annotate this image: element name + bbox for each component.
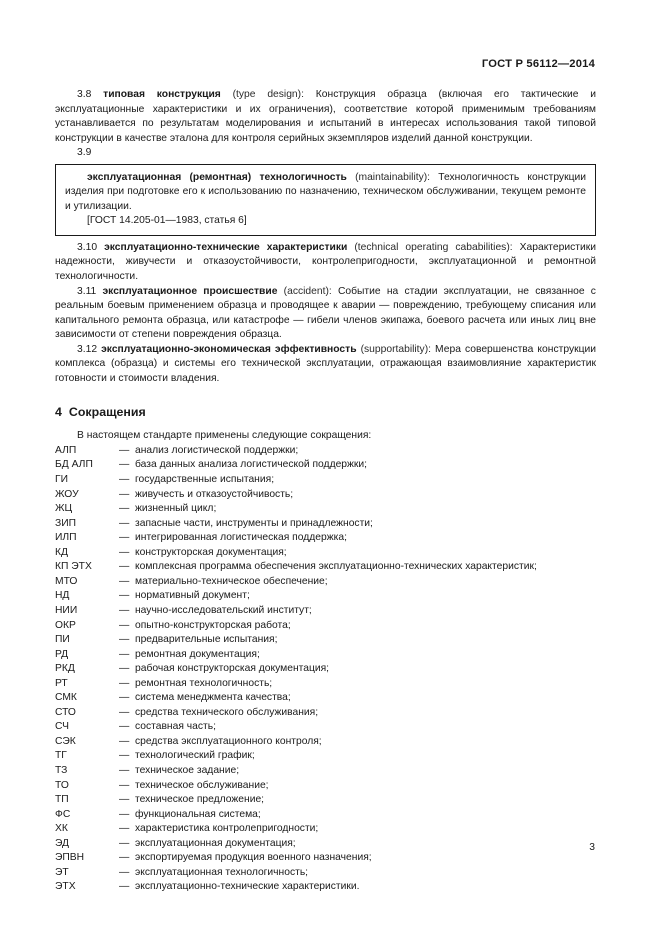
abbreviation-dash: —: [119, 866, 130, 878]
abbreviation-definition: конструкторская документация;: [135, 546, 287, 558]
definition-box-english-term: (maintainability):: [355, 171, 431, 183]
abbreviation-row: [55, 473, 596, 488]
abbreviation-key: ФС: [55, 808, 71, 820]
abbreviation-definition: техническое задание;: [135, 764, 240, 776]
abbreviation-key: БД АЛП: [55, 459, 93, 471]
abbreviation-key: ЖОУ: [55, 488, 79, 500]
abbreviation-key: АЛП: [55, 444, 77, 456]
abbreviation-key: ТО: [55, 779, 69, 791]
clause-definition: Мера совершенства конструкции комплекса (образца) и системы его технической эксплуатации, отражающая взаимовлияние характеристик готовности и стоимости владения.: [55, 343, 596, 384]
abbreviation-dash: —: [119, 823, 130, 835]
spacer: [55, 386, 596, 395]
abbreviation-key: ИЛП: [55, 532, 77, 544]
abbreviation-row: [55, 677, 596, 692]
abbreviation-row: [55, 808, 596, 823]
abbreviation-dash: —: [119, 488, 130, 500]
abbreviation-row: [55, 866, 596, 881]
abbreviation-key: СЭК: [55, 735, 76, 747]
abbreviation-key: ГИ: [55, 474, 68, 486]
abbreviation-key: СЧ: [55, 721, 69, 733]
abbreviation-row: [55, 619, 596, 634]
abbreviation-dash: —: [119, 503, 130, 515]
clause-definition: Событие на стадии эксплуатации, не связанное с реальным боевым применением образца и проводящее к аварии — повреждению, требующему списания или капитального ремонта образца, или катастрофе — гибели членов экипажа, боевого расчета или иных лиц вне зависимости от степени повреждения образца.: [55, 285, 596, 341]
abbreviation-row: [55, 648, 596, 663]
clause-3-8: [55, 88, 596, 146]
abbreviation-definition: техническое обслуживание;: [135, 779, 269, 791]
clause-english-term: (supportability):: [360, 343, 431, 355]
abbreviation-definition: функциональная система;: [135, 808, 261, 820]
abbreviation-dash: —: [119, 590, 130, 602]
abbreviation-definition: ремонтная документация;: [135, 648, 260, 660]
section-title-text: Сокращения: [68, 405, 146, 420]
abbreviation-row: [55, 444, 596, 459]
abbreviation-row: [55, 720, 596, 735]
abbreviation-dash: —: [119, 721, 130, 733]
abbreviation-dash: —: [119, 779, 130, 791]
definition-box-source: [ГОСТ 14.205-01—1983, статья 6]: [87, 215, 247, 227]
clause-number: 3.11: [77, 285, 97, 297]
abbreviation-dash: —: [119, 517, 130, 529]
abbreviation-row: [55, 575, 596, 590]
abbreviation-dash: —: [119, 764, 130, 776]
abbreviation-dash: —: [119, 561, 130, 573]
abbreviation-row: [55, 589, 596, 604]
clause-3-11: [55, 285, 596, 343]
abbreviation-definition: технологический график;: [135, 750, 255, 762]
abbreviation-key: ТГ: [55, 750, 67, 762]
abbreviation-dash: —: [119, 852, 130, 864]
abbreviation-dash: —: [119, 459, 130, 471]
abbreviation-dash: —: [119, 444, 130, 456]
definition-box-text: [65, 171, 586, 215]
abbreviation-row: [55, 851, 596, 866]
abbreviation-definition: средства технического обслуживания;: [135, 706, 319, 718]
abbreviation-definition: опытно-конструкторская работа;: [135, 619, 291, 631]
abbreviation-key: НИИ: [55, 604, 78, 616]
abbreviation-dash: —: [119, 648, 130, 660]
definition-box-term: эксплуатационная (ремонтная) технологичность: [87, 171, 347, 183]
spacer: [55, 395, 596, 404]
abbreviations-intro: В настоящем стандарте применены следующие сокращения:: [77, 430, 372, 442]
abbreviation-definition: рабочая конструкторская документация;: [135, 663, 330, 675]
abbreviation-definition: составная часть;: [135, 721, 216, 733]
abbreviation-definition: средства эксплуатационного контроля;: [135, 735, 322, 747]
section-heading-4: [55, 404, 596, 420]
abbreviation-row: [55, 458, 596, 473]
abbreviation-definition: эксплуатационно-технические характеристики.: [135, 881, 360, 893]
abbreviation-dash: —: [119, 794, 130, 806]
abbreviation-definition: материально-техническое обеспечение;: [135, 575, 328, 587]
abbreviation-row: [55, 546, 596, 561]
abbreviation-dash: —: [119, 575, 130, 587]
abbreviation-row: [55, 531, 596, 546]
abbreviation-definition: экспортируемая продукция военного назначения;: [135, 852, 372, 864]
abbreviation-definition: запасные части, инструменты и принадлежности;: [135, 517, 373, 529]
abbreviation-row: [55, 502, 596, 517]
abbreviation-key: ЭТХ: [55, 881, 76, 893]
clause-number-3-9: 3.9: [77, 147, 92, 159]
abbreviation-dash: —: [119, 474, 130, 486]
abbreviation-key: РД: [55, 648, 69, 660]
abbreviation-key: ЭТ: [55, 866, 69, 878]
abbreviation-definition: предварительные испытания;: [135, 634, 278, 646]
abbreviation-key: РТ: [55, 677, 68, 689]
clause-definition: Конструкция образца (включая его тактические и эксплуатационные характеристики и их ограничения), соответствие которой применимым требованиям устанавливается по результатам моделирования и испытаний в интересах использования такой типовой конструкции в качестве эталона для контроля серийных экземпляров изделий данной конструкции.: [55, 89, 596, 144]
abbreviation-definition: система менеджмента качества;: [135, 692, 291, 704]
abbreviation-dash: —: [119, 837, 130, 849]
abbreviation-row: [55, 691, 596, 706]
abbreviation-dash: —: [119, 619, 130, 631]
abbreviation-key: СМК: [55, 692, 77, 704]
running-header-standard-number: ГОСТ Р 56112—2014: [481, 58, 595, 70]
abbreviation-row: [55, 633, 596, 648]
abbreviations-table: [55, 444, 596, 895]
abbreviation-dash: —: [119, 634, 130, 646]
abbreviation-definition: жизненный цикл;: [135, 503, 217, 515]
abbreviation-definition: государственные испытания;: [135, 474, 275, 486]
abbreviation-row: [55, 779, 596, 794]
abbreviation-dash: —: [119, 532, 130, 544]
clause-english-term: (accident):: [283, 285, 332, 297]
abbreviation-row: [55, 880, 596, 895]
spacer: [55, 420, 596, 429]
abbreviation-row: [55, 837, 596, 852]
abbreviation-definition: интегрированная логистическая поддержка;: [135, 532, 347, 544]
page-number: 3: [589, 842, 595, 853]
clause-english-term: (type design):: [232, 89, 304, 100]
abbreviation-key: ПИ: [55, 634, 70, 646]
abbreviation-row: [55, 793, 596, 808]
abbreviation-key: ОКР: [55, 619, 76, 631]
abbreviation-row: [55, 488, 596, 503]
abbreviation-row: [55, 749, 596, 764]
abbreviation-definition: техническое предложение;: [135, 794, 265, 806]
clause-number: 3.12: [77, 343, 98, 355]
clause-number: 3.10: [77, 241, 98, 253]
clause-3-10: [55, 241, 596, 285]
document-body: [55, 88, 596, 895]
abbreviation-row: [55, 604, 596, 619]
abbreviation-row: [55, 517, 596, 532]
abbreviation-dash: —: [119, 604, 130, 616]
abbreviation-dash: —: [119, 692, 130, 704]
abbreviation-key: РКД: [55, 663, 75, 675]
abbreviation-row: [55, 706, 596, 721]
definition-box: [55, 164, 596, 236]
abbreviation-definition: эксплуатационная документация;: [135, 837, 296, 849]
abbreviation-dash: —: [119, 750, 130, 762]
abbreviation-definition: эксплуатационная технологичность;: [135, 866, 309, 878]
abbreviation-row: [55, 822, 596, 837]
abbreviation-definition: нормативный документ;: [135, 590, 250, 602]
abbreviation-key: КП ЭТХ: [55, 561, 92, 573]
abbreviation-key: ТЗ: [55, 764, 68, 776]
abbreviation-dash: —: [119, 546, 130, 558]
abbreviation-key: ЭПВН: [55, 852, 85, 864]
abbreviation-key: МТО: [55, 575, 78, 587]
abbreviation-row: [55, 735, 596, 750]
abbreviation-dash: —: [119, 706, 130, 718]
clause-definition: Характеристики надежности, живучести и отказоустойчивости, контролепригодности, эксплуатационной и ремонтной технологичности.: [55, 241, 596, 283]
clause-term: эксплуатационно-экономическая эффективность: [101, 343, 357, 355]
abbreviation-dash: —: [119, 808, 130, 820]
abbreviation-row: [55, 662, 596, 677]
abbreviation-dash: —: [119, 663, 130, 675]
clause-term: типовая конструкция: [103, 89, 221, 100]
section-number: 4: [55, 405, 62, 420]
abbreviation-definition: комплексная программа обеспечения эксплуатационно-технических характеристик;: [135, 561, 537, 573]
abbreviation-key: ЗИП: [55, 517, 77, 529]
abbreviation-definition: характеристика контролепригодности;: [135, 823, 319, 835]
definition-box-definition: Технологичность конструкции изделия при подготовке его к использованию по назначению, техническом обслуживании, текущем ремонте и утилизации.: [65, 171, 586, 212]
abbreviation-dash: —: [119, 735, 130, 747]
clause-english-term: (technical operating cababilities):: [354, 241, 513, 253]
abbreviation-key: СТО: [55, 706, 76, 718]
abbreviation-key: ХК: [55, 823, 68, 835]
abbreviation-key: КД: [55, 546, 68, 558]
abbreviation-key: ЭД: [55, 837, 70, 849]
abbreviation-definition: база данных анализа логистической поддержки;: [135, 459, 368, 471]
abbreviation-row: [55, 764, 596, 779]
abbreviation-definition: ремонтная технологичность;: [135, 677, 273, 689]
clause-term: эксплуатационно-технические характеристики: [104, 241, 348, 253]
abbreviation-key: ЖЦ: [55, 503, 73, 515]
clause-number: 3.8: [77, 89, 92, 100]
abbreviation-key: НД: [55, 590, 70, 602]
abbreviation-definition: научно-исследовательский институт;: [135, 604, 312, 616]
clause-term: эксплуатационное происшествие: [102, 285, 278, 297]
clause-3-12: [55, 343, 596, 387]
abbreviation-definition: анализ логистической поддержки;: [135, 444, 299, 456]
abbreviations-table-body: [55, 444, 596, 895]
abbreviation-key: ТП: [55, 794, 69, 806]
abbreviation-definition: живучесть и отказоустойчивость;: [135, 488, 294, 500]
abbreviation-dash: —: [119, 881, 130, 893]
abbreviation-row: [55, 560, 596, 575]
abbreviation-dash: —: [119, 677, 130, 689]
